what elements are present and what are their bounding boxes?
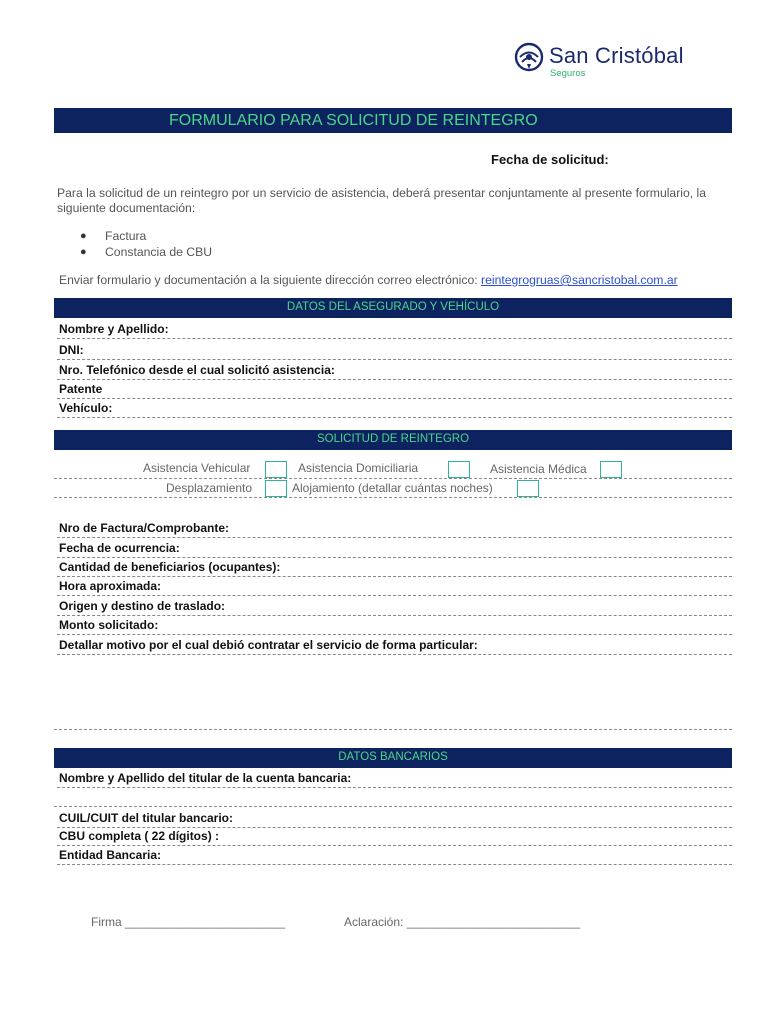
field-monto-solicitado[interactable]: Monto solicitado: <box>57 615 732 635</box>
field-nro-factura[interactable]: Nro de Factura/Comprobante: <box>57 518 732 538</box>
email-instruction: Enviar formulario y documentación a la siguiente dirección correo electrónico: reintegrogruas@sancristobal.com.ar <box>59 273 678 287</box>
logo-name: San Cristóbal <box>549 43 684 68</box>
option-row-divider <box>54 497 732 498</box>
title-bar <box>54 108 732 133</box>
field-patente[interactable]: Patente <box>57 379 732 399</box>
checkbox-asistencia-domiciliaria[interactable] <box>448 461 470 478</box>
section-header-asegurado: DATOS DEL ASEGURADO Y VEHÍCULO <box>54 298 732 318</box>
intro-paragraph: Para la solicitud de un reintegro por un servicio de asistencia, deberá presentar conjuntamente al presente formulario, la siguiente documentación: <box>57 186 707 215</box>
option-asistencia-medica: Asistencia Médica <box>490 462 587 476</box>
option-asistencia-domiciliaria: Asistencia Domiciliaria <box>298 461 419 475</box>
bullet-icon: ● <box>80 230 87 242</box>
documents-list <box>80 229 213 260</box>
list-item: ● Constancia de CBU <box>80 244 213 259</box>
firma-line[interactable]: Firma ________________________ <box>91 915 286 929</box>
titular-blank-line[interactable] <box>54 806 732 807</box>
fecha-solicitud-label: Fecha de solicitud: <box>491 152 609 167</box>
option-row-divider <box>54 478 732 479</box>
field-cuil-cuit[interactable]: CUIL/CUIT del titular bancario: <box>57 808 732 828</box>
field-hora-aproximada[interactable]: Hora aproximada: <box>57 576 732 596</box>
field-origen-destino[interactable]: Origen y destino de traslado: <box>57 596 732 616</box>
company-logo <box>514 40 714 80</box>
field-cantidad-beneficiarios[interactable]: Cantidad de beneficiarios (ocupantes): <box>57 557 732 577</box>
field-detallar-motivo[interactable]: Detallar motivo por el cual debió contratar el servicio de forma particular: <box>57 635 732 655</box>
checkbox-asistencia-medica[interactable] <box>600 461 622 478</box>
option-alojamiento: Alojamiento (detallar cuántas noches) <box>292 481 493 495</box>
option-desplazamiento: Desplazamiento <box>166 481 253 495</box>
bullet-icon: ● <box>80 245 87 258</box>
field-dni[interactable]: DNI: <box>57 340 732 360</box>
aclaracion-line[interactable]: Aclaración: __________________________ <box>344 915 581 929</box>
checkbox-desplazamiento[interactable] <box>265 480 287 497</box>
globe-icon <box>514 42 544 72</box>
list-item: ● Factura <box>80 229 147 243</box>
email-link[interactable]: reintegrogruas@sancristobal.com.ar <box>481 273 678 287</box>
field-vehiculo[interactable]: Vehículo: <box>57 398 732 418</box>
field-nombre-apellido[interactable]: Nombre y Apellido: <box>57 319 732 339</box>
field-entidad-bancaria[interactable]: Entidad Bancaria: <box>57 845 732 865</box>
checkbox-asistencia-vehicular[interactable] <box>265 461 287 478</box>
motivo-blank-line[interactable] <box>54 729 732 730</box>
checkbox-alojamiento[interactable] <box>517 480 539 497</box>
field-cbu[interactable]: CBU completa ( 22 dígitos) : <box>57 826 732 846</box>
section-header-bancarios: DATOS BANCARIOS <box>54 748 732 768</box>
page-title: FORMULARIO PARA SOLICITUD DE REINTEGRO <box>169 112 538 129</box>
field-telefono[interactable]: Nro. Telefónico desde el cual solicitó asistencia: <box>57 360 732 380</box>
field-fecha-ocurrencia[interactable]: Fecha de ocurrencia: <box>57 538 732 558</box>
field-titular-cuenta[interactable]: Nombre y Apellido del titular de la cuenta bancaria: <box>57 768 732 788</box>
logo-subtitle: Seguros <box>550 68 586 79</box>
section-header-solicitud: SOLICITUD DE REINTEGRO <box>54 430 732 450</box>
option-asistencia-vehicular: Asistencia Vehicular <box>143 461 251 475</box>
